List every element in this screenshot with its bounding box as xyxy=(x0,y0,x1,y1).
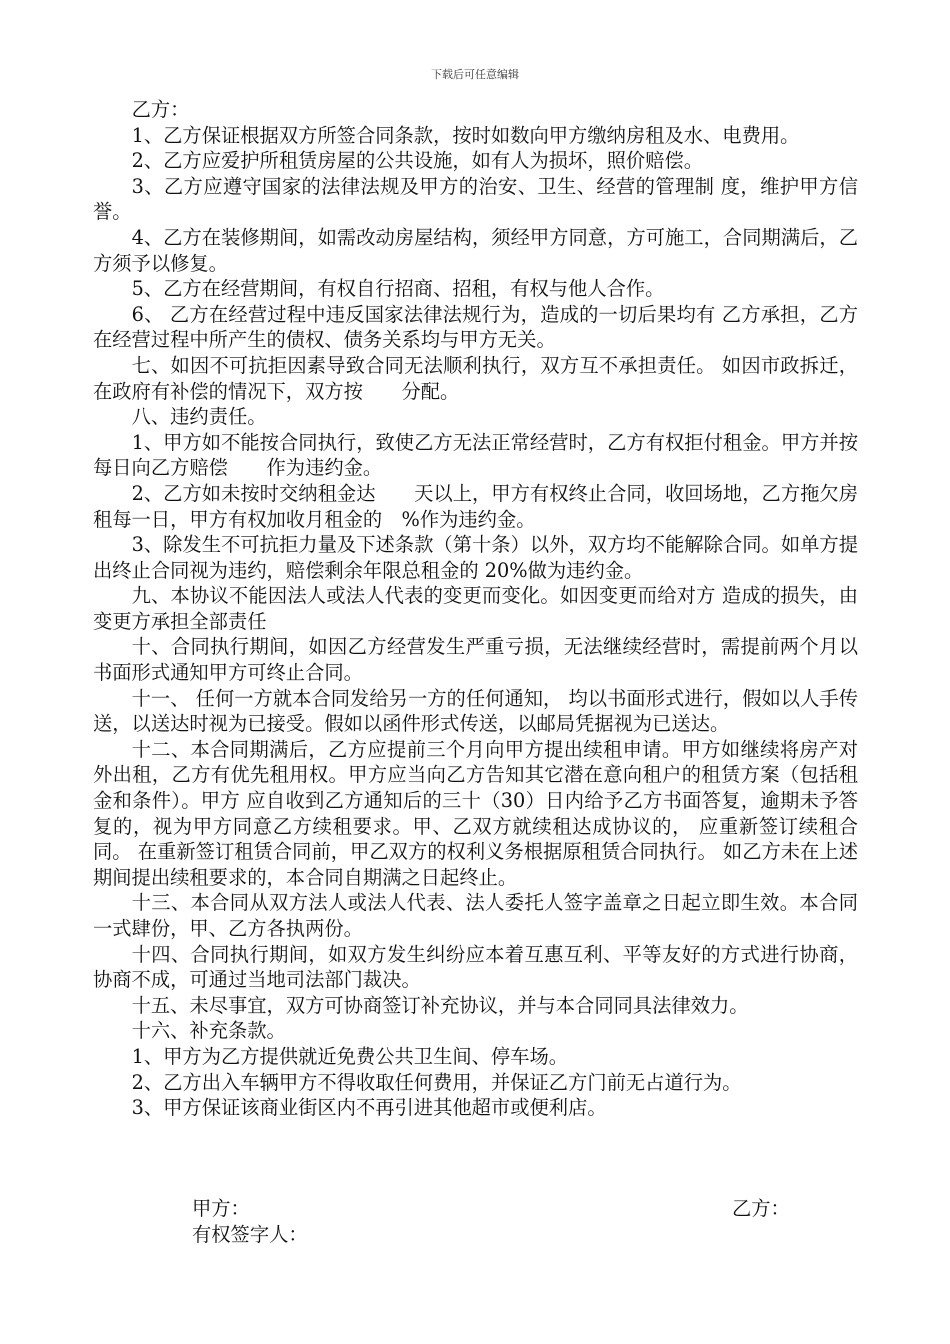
signature-party-a-label: 甲方： xyxy=(192,1197,250,1220)
paragraph-b-clause-3: 3、乙方应遵守国家的法律法规及甲方的治安、卫生、经营的管理制 度，维护甲方信誉。 xyxy=(93,174,858,224)
paragraph-b-clause-4: 4、乙方在装修期间，如需改动房屋结构，须经甲方同意，方可施工，合同期满后，乙方须予以修复。 xyxy=(93,225,858,275)
paragraph-clause-9: 九、本协议不能因法人或法人代表的变更而变化。如因变更而给对方 造成的损失，由变更方承担全部责任 xyxy=(93,584,858,633)
contract-body xyxy=(93,97,858,1121)
paragraph-clause-11: 十一、 任何一方就本合同发给另一方的任何通知， 均以书面形式进行，假如以人手传送，以送达时视为已接受。假如以函件形式传送，以邮局凭据视为已送达。 xyxy=(93,686,858,736)
paragraph-b-clause-2: 2、乙方应爱护所租赁房屋的公共设施，如有人为损坏，照价赔偿。 xyxy=(131,149,704,173)
paragraph-clause-8-heading: 八、违约责任。 xyxy=(131,405,267,429)
paragraph-supplement-3: 3、甲方保证该商业街区内不再引进其他超市或便利店。 xyxy=(131,1096,607,1120)
paragraph-clause-10: 十、合同执行期间，如因乙方经营发生严重亏损，无法继续经营时，需提前两个月以书面形式通知甲方可终止合同。 xyxy=(93,635,858,685)
signature-authorized-signatory-label: 有权签字人： xyxy=(192,1223,308,1246)
paragraph-clause-13: 十三、本合同从双方法人或法人代表、法人委托人签字盖章之日起立即生效。本合同一式肆份，甲、乙方各执两份。 xyxy=(93,891,858,940)
page-header-note: 下载后可任意编辑 xyxy=(431,68,519,81)
paragraph-b-clause-1: 1、乙方保证根据双方所签合同条款，按时如数向甲方缴纳房租及水、电费用。 xyxy=(131,123,800,147)
paragraph-clause-7: 七、如因不可抗拒因素导致合同无法顺利执行，双方互不承担责任。 如因市政拆迁，在政府有补偿的情况下，双方按 分配。 xyxy=(93,353,858,403)
paragraph-b-clause-5: 5、乙方在经营期间，有权自行招商、招租，有权与他人合作。 xyxy=(131,277,665,301)
paragraph-supplement-2: 2、乙方出入车辆甲方不得收取任何费用，并保证乙方门前无占道行为。 xyxy=(131,1070,742,1094)
signature-party-b-label: 乙方： xyxy=(732,1197,790,1220)
paragraph-clause-16-heading: 十六、补充条款。 xyxy=(131,1019,286,1043)
paragraph-b-clause-6: 6、 乙方在经营过程中违反国家法律法规行为，造成的一切后果均有 乙方承担，乙方在经营过程中所产生的债权、债务关系均与甲方无关。 xyxy=(93,302,858,352)
paragraph-supplement-1: 1、甲方为乙方提供就近免费公共卫生间、停车场。 xyxy=(131,1044,569,1068)
paragraph-party-b-heading: 乙方： xyxy=(131,98,190,121)
paragraph-breach-3: 3、除发生不可抗拒力量及下述条款（第十条）以外，双方均不能解除合同。如单方提出终止合同视为违约，赔偿剩余年限总租金的 20%做为违约金。 xyxy=(93,533,858,582)
paragraph-clause-14: 十四、合同执行期间，如双方发生纠纷应本着互惠互利、平等友好的方式进行协商，协商不成，可通过当地司法部门裁决。 xyxy=(93,942,858,992)
paragraph-breach-1: 1、甲方如不能按合同执行，致使乙方无法正常经营时，乙方有权拒付租金。甲方并按每日向乙方赔偿 作为违约金。 xyxy=(93,430,858,480)
paragraph-clause-15: 十五、未尽事宜，双方可协商签订补充协议，并与本合同同具法律效力。 xyxy=(131,993,749,1017)
paragraph-breach-2: 2、乙方如未按时交纳租金达 天以上，甲方有权终止合同，收回场地，乙方拖欠房租每一日，甲方有权加收月租金的 %作为违约金。 xyxy=(93,481,858,531)
paragraph-clause-12: 十二、本合同期满后，乙方应提前三个月向甲方提出续租申请。甲方如继续将房产对外出租，乙方有优先租用权。甲方应当向乙方告知其它潜在意向租户的租赁方案（包括租金和条件）。甲方 应自收到乙方通知后的三十（30）日内给予乙方书面答复，逾期未予答复的，视为甲方同意乙方续租要求。甲、乙双方就续租达成协议的， 应重新签订续租合同。 在重新签订租赁合同前，甲乙双方的权利义务根据原租赁合同执行。 如乙方未在上述期间提出续租要求的，本合同自期满之日起终止。 xyxy=(93,737,858,889)
